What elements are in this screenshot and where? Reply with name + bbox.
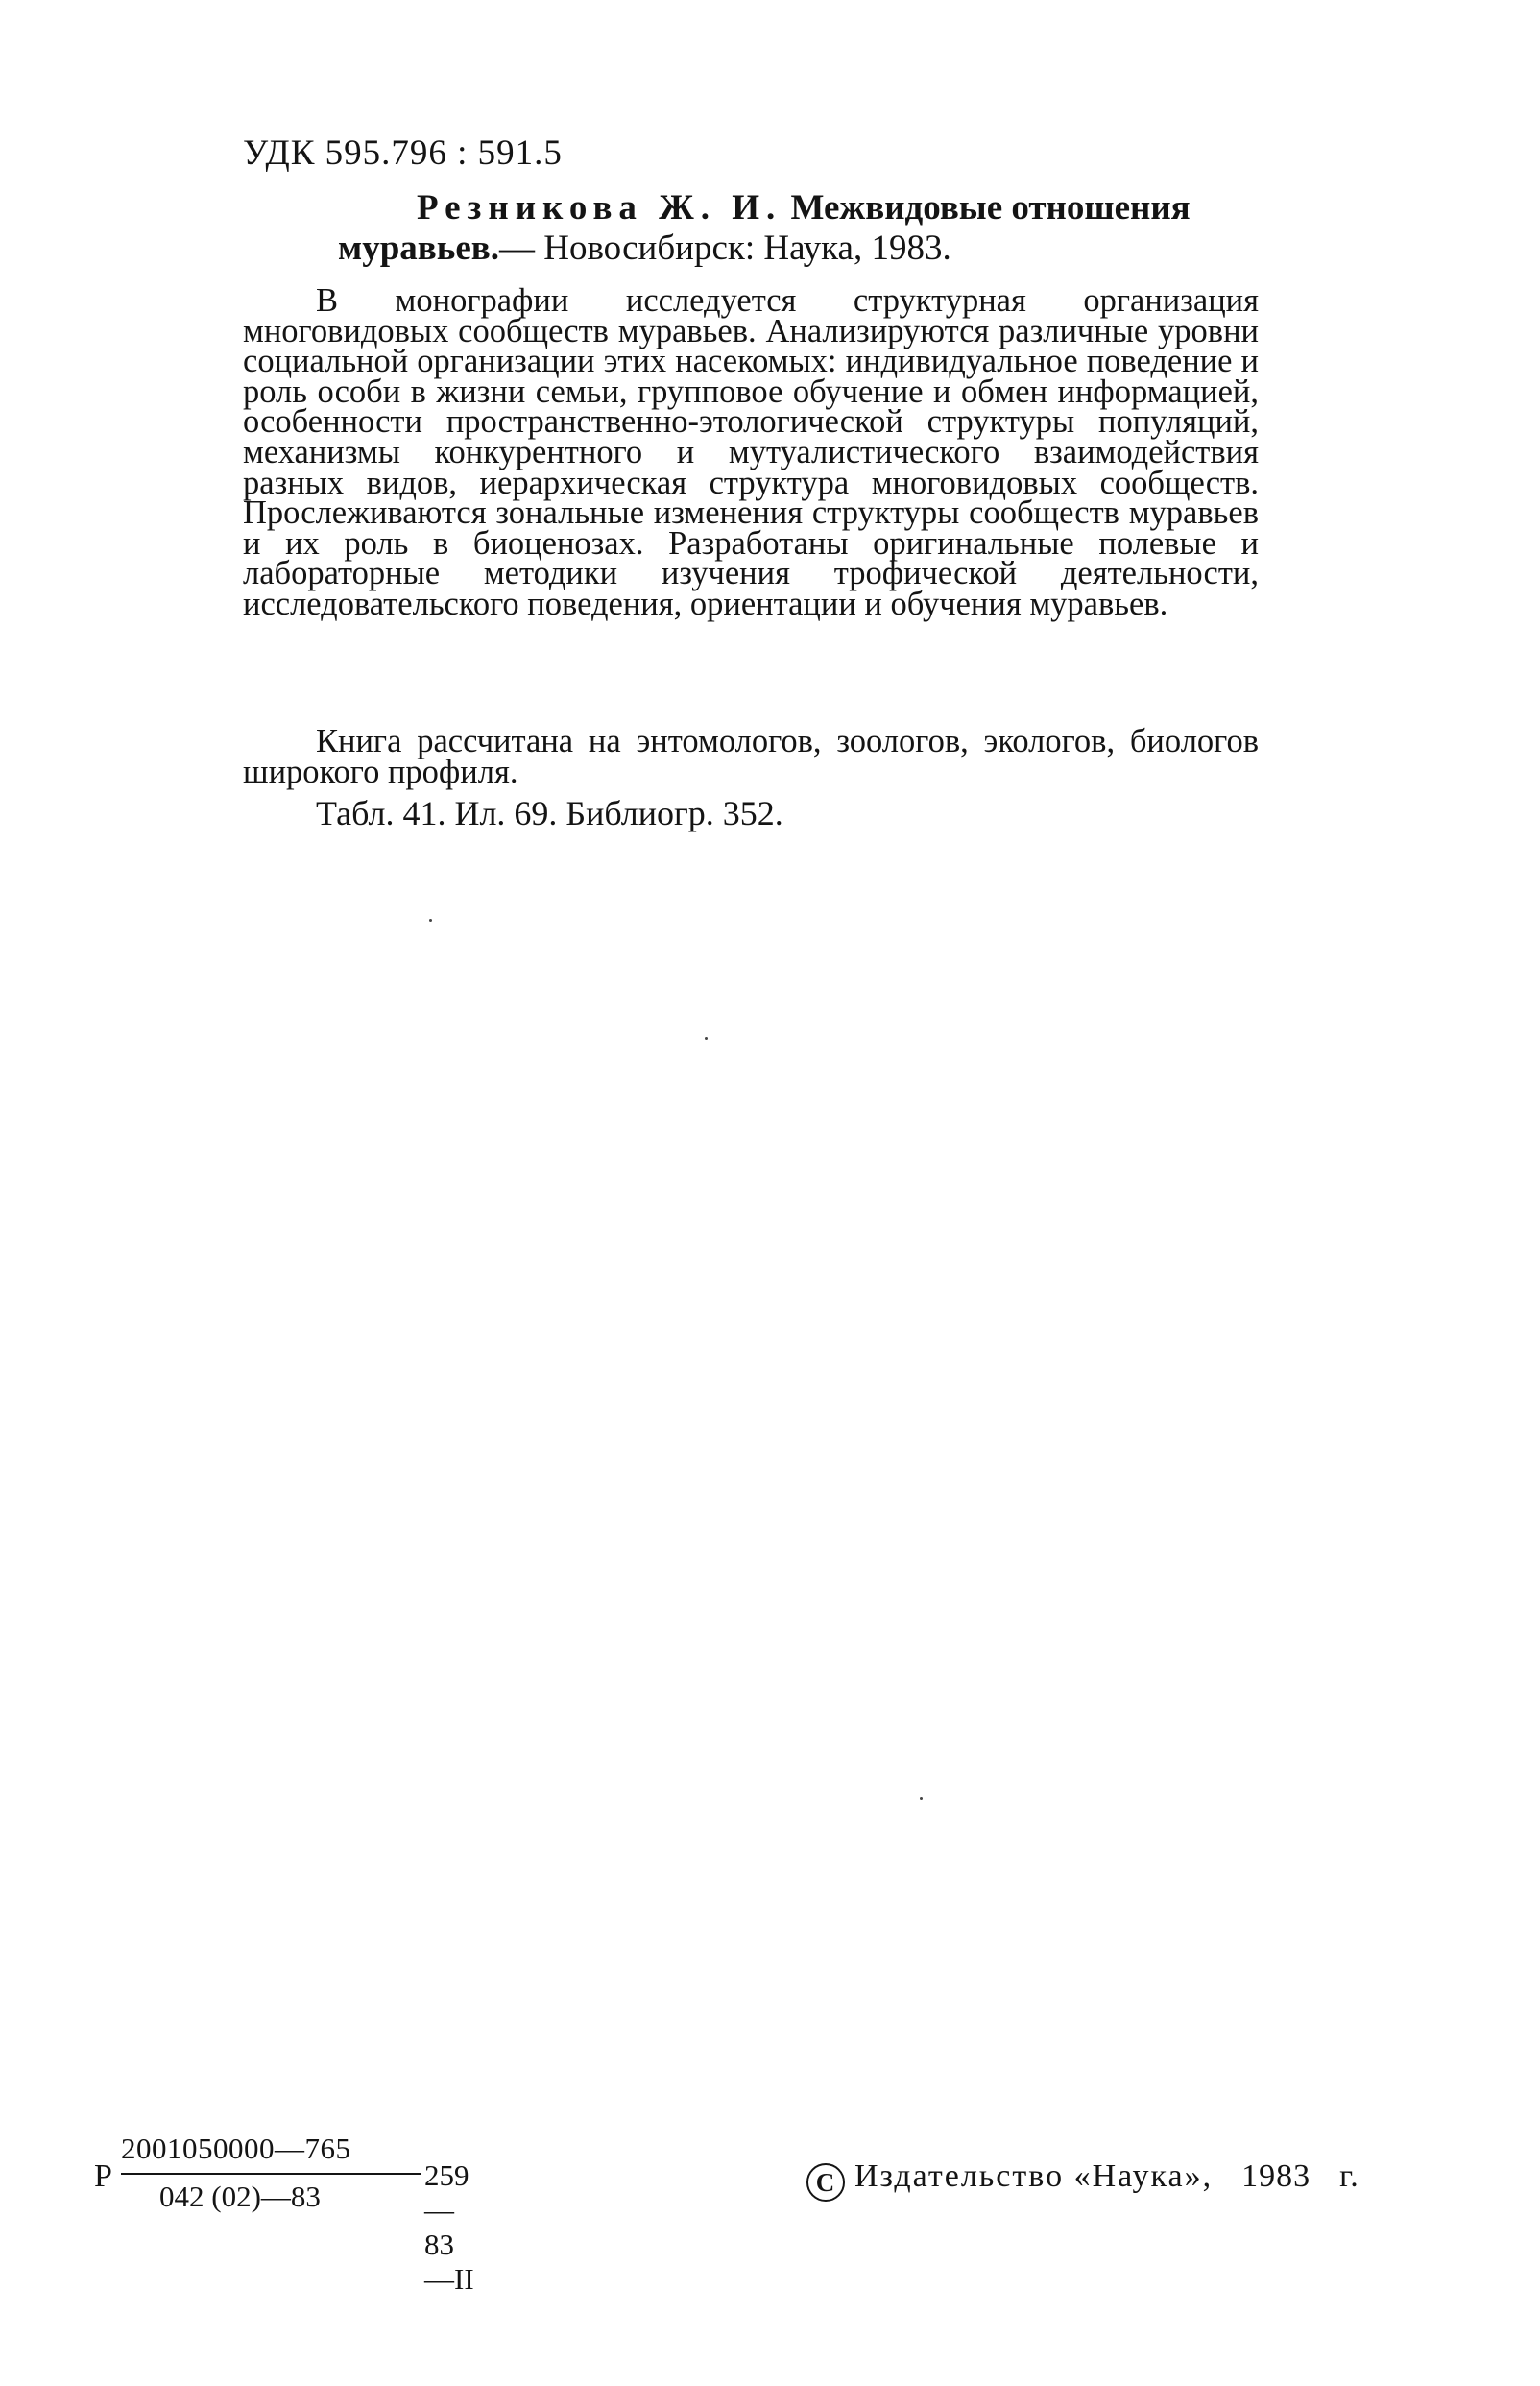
- index-suffix: 259—83—II: [421, 2158, 486, 2297]
- copyright-icon: C: [806, 2163, 845, 2202]
- tables-illustrations-count: Табл. 41. Ил. 69. Библиогр. 352.: [316, 794, 783, 832]
- print-speck: [429, 919, 432, 922]
- copyright-publisher: Издательство «Наука»,: [854, 2158, 1214, 2194]
- citation-author: Резникова Ж. И.: [417, 188, 782, 228]
- bibliographic-citation: [338, 188, 1260, 269]
- print-speck: [705, 1037, 708, 1040]
- copyright-year-suffix: г.: [1339, 2158, 1360, 2194]
- index-letter: Р: [94, 2158, 112, 2194]
- index-numerator: 2001050000—765: [121, 2132, 351, 2165]
- citation-title: Межвидовые отношения муравьев.: [338, 188, 1191, 268]
- index-denominator: 042 (02)—83: [159, 2180, 321, 2213]
- udk-code: УДК 595.796 : 591.5: [243, 133, 563, 173]
- index-fraction: [121, 2132, 486, 2296]
- annotation-paragraph: В монографии исследуется структурная организация многовидовых сообществ муравьев. Анализируются различные уровни социальной организации этих насекомых: индивидуальное поведение и роль особи в жизни семьи, групповое обучение и обмен информацией, особенности пространственно-этологической структуры популяций, механизмы конкурентного и мутуалистического взаимодействия разных видов, иерархическая структура многовидовых сообществ. Прослеживаются зональные изменения структуры сообществ муравьев и их роль в биоценозах. Разработаны оригинальные полевые и лабораторные методики изучения трофической деятельности, исследовательского поведения, ориентации и обучения муравьев.: [243, 282, 1259, 622]
- citation-publisher: — Новосибирск: Наука, 1983.: [498, 229, 951, 268]
- audience-paragraph: Книга рассчитана на энтомологов, зоологов, экологов, биологов широкого профиля.: [243, 723, 1259, 790]
- copyright-year: 1983: [1241, 2158, 1311, 2194]
- copyright-notice: [806, 2158, 1360, 2202]
- print-speck: [920, 1797, 923, 1800]
- publication-index: [94, 2132, 593, 2296]
